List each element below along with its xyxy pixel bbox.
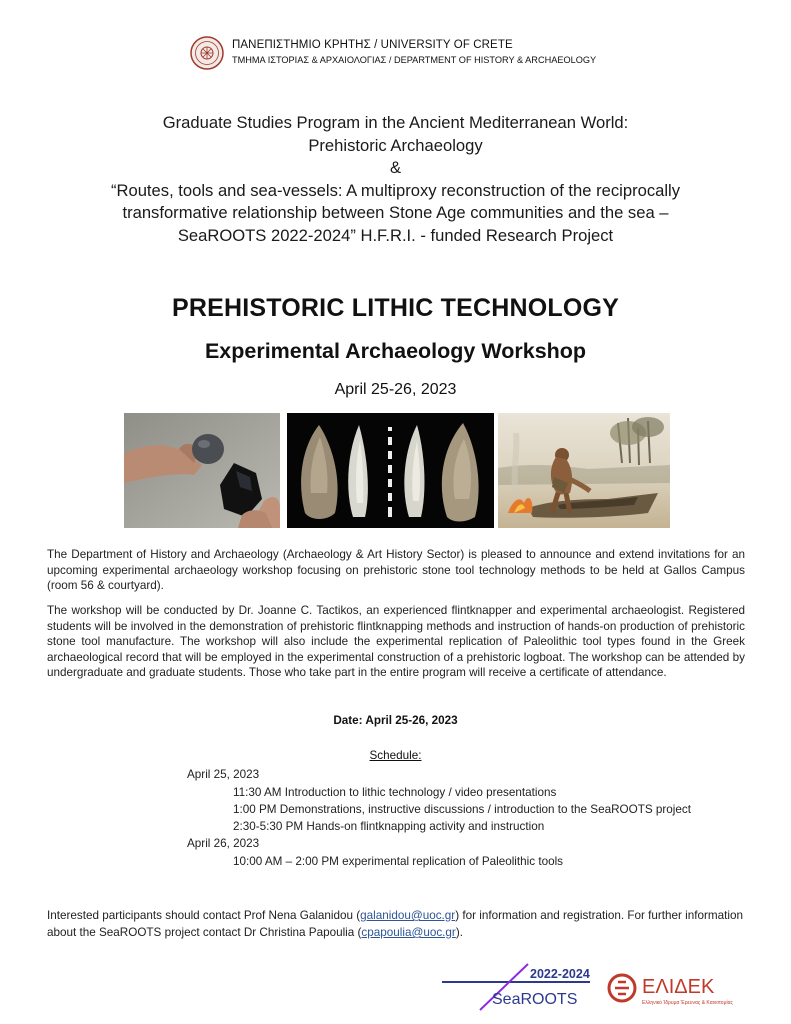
- schedule-item: 11:30 AM Introduction to lithic technology / video presentations: [233, 786, 557, 799]
- program-line: Prehistoric Archaeology: [308, 135, 483, 155]
- elidek-name: ΕΛΙΔΕΚ: [642, 976, 715, 998]
- elidek-tagline: Ελληνικό Ίδρυμα Έρευνας & Καινοτομίας: [642, 1000, 733, 1006]
- schedule-item: 10:00 AM – 2:00 PM experimental replication of Paleolithic tools: [233, 855, 564, 868]
- program-line: &: [389, 158, 402, 177]
- program-line: Graduate Studies Program in the Ancient Mediterranean World:: [162, 113, 629, 132]
- event-date: Date: April 25-26, 2023: [333, 714, 458, 727]
- photo-logboat-illustration: [498, 413, 670, 528]
- schedule-item: 2:30-5:30 PM Hands-on flintknapping activity and instruction: [233, 820, 545, 833]
- contact-paragraph: [47, 907, 745, 941]
- contact-text: Interested participants should contact Prof Nena Galanidou (: [47, 909, 361, 922]
- schedule-item: 1:00 PM Demonstrations, instructive discussions / introduction to the SeaROOTS project: [233, 803, 691, 816]
- program-line: SeaROOTS 2022-2024” H.F.R.I. - funded Research Project: [177, 225, 614, 245]
- page-title: PREHISTORIC LITHIC TECHNOLOGY: [171, 294, 620, 322]
- workshop-dates: April 25-26, 2023: [334, 381, 457, 398]
- university-name: ΠΑΝΕΠΙΣΤΗΜΙΟ ΚΡΗΤΗΣ / UNIVERSITY OF CRETE: [232, 39, 513, 51]
- email-link-papoulia[interactable]: cpapoulia@uoc.gr: [361, 926, 456, 939]
- schedule-day: April 26, 2023: [187, 837, 260, 850]
- department-name: ΤΜΗΜΑ ΙΣΤΟΡΙΑΣ & ΑΡΧΑΙΟΛΟΓΙΑΣ / DEPARTMENT OF HISTORY & ARCHAEOLOGY: [232, 55, 597, 65]
- searoots-logo: [440, 962, 590, 1012]
- program-description: [40, 112, 751, 247]
- photo-flintknapping-hands: [124, 413, 280, 528]
- schedule-heading: Schedule:: [369, 749, 422, 762]
- intro-paragraph: The Department of History and Archaeology (Archaeology & Art History Sector) is pleased to announce and extend invitations for an upcoming experimental archaeology workshop focusing on prehistoric stone tool technology methods to be held at Gallos Campus (room 56 & courtyard).: [47, 548, 745, 593]
- contact-text: ) for information and registration. For further information about the SeaROOTS project contact Dr Christina Papoulia (: [47, 909, 743, 939]
- email-link-galanidou[interactable]: galanidou@uoc.gr: [360, 909, 456, 922]
- university-header: [190, 36, 750, 70]
- photo-stone-handaxes: [287, 413, 494, 528]
- elidek-logo: [606, 970, 746, 1010]
- contact-text: ).: [455, 926, 463, 939]
- page-subtitle: Experimental Archaeology Workshop: [204, 339, 587, 363]
- university-seal-icon: [190, 36, 224, 70]
- workshop-paragraph: The workshop will be conducted by Dr. Joanne C. Tactikos, an experienced flintknapper and experimental archaeologist. Registered students will be involved in the demonstration of prehistoric flintknapping methods and instruction of hands-on production of prehistoric stone tool manufacture. The workshop will also include the experimental replication of Paleolithic tool types found in the Greek archaeological record that will be employed in the experimental construction of a prehistoric logboat. The workshop can be attended by undergraduate and graduate students. Those who take part in the entire program will receive a certificate of attendance.: [47, 604, 745, 680]
- schedule-day: April 25, 2023: [187, 768, 260, 781]
- searoots-name: SeaROOTS: [492, 991, 578, 1008]
- program-line: “Routes, tools and sea-vessels: A multiproxy reconstruction of the reciprocally: [110, 180, 681, 200]
- searoots-years: 2022-2024: [530, 967, 590, 981]
- program-line: transformative relationship between Stone Age communities and the sea –: [122, 203, 669, 222]
